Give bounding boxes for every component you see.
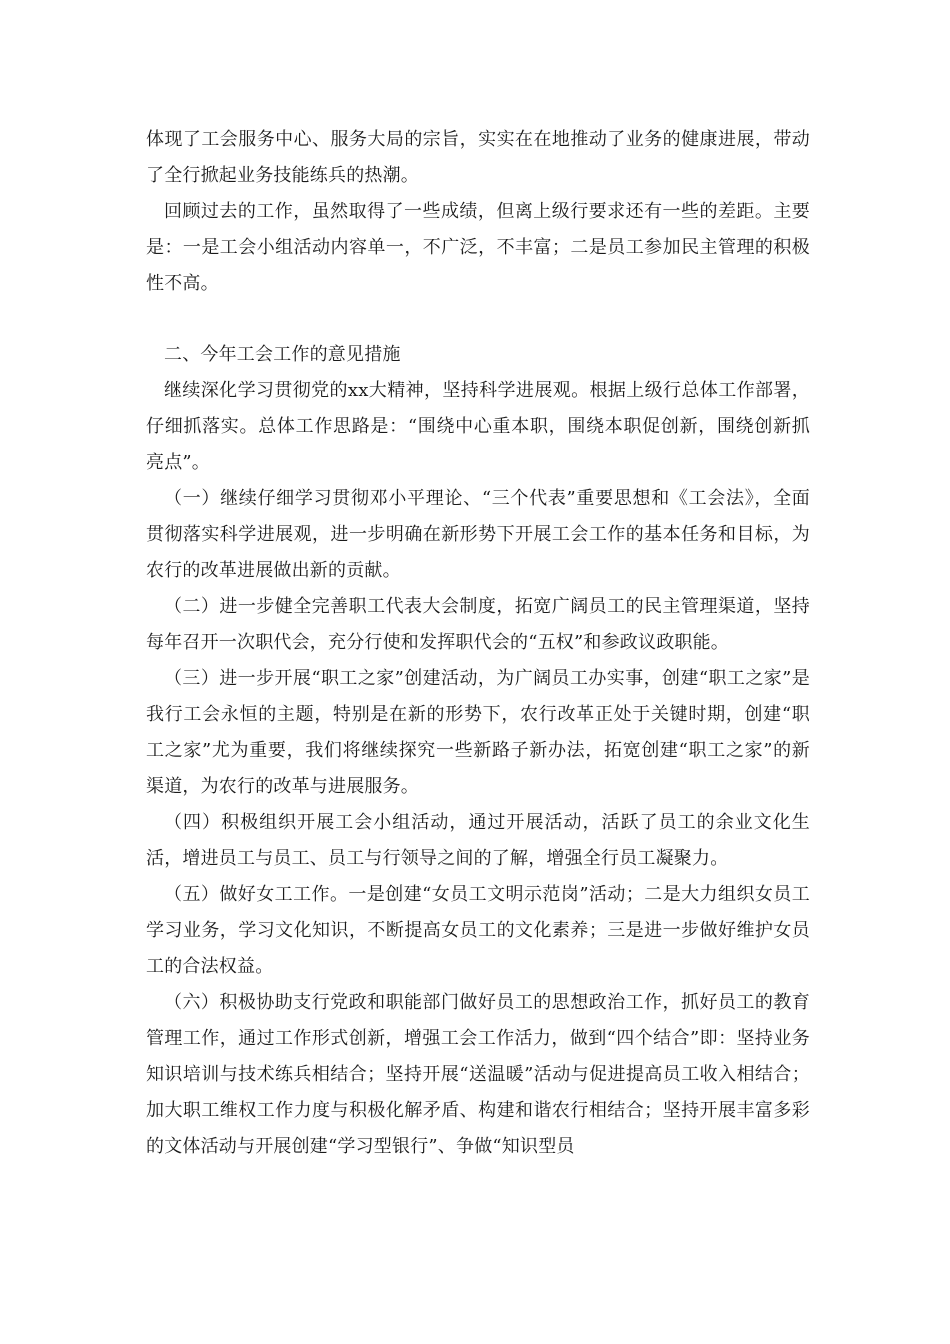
paragraph-item-4: （四）积极组织开展工会小组活动，通过开展活动，活跃了员工的余业文化生活，增进员工与员工、员工与行领导之间的了解，增强全行员工凝聚力。: [146, 812, 810, 869]
paragraph-item-6: （六）积极协助支行党政和职能部门做好员工的思想政治工作，抓好员工的教育管理工作，通过工作形式创新，增强工会工作活力，做到“四个结合”即：坚持业务知识培训与技术练兵相结合；坚持开展“送温暖”活动与促进提高员工收入相结合；加大职工维权工作力度与积极化解矛盾、构建和谐农行相结合；坚持开展丰富多彩的文体活动与开展创建“学习型银行”、争做“知识型员: [146, 992, 810, 1157]
paragraph-item-3: （三）进一步开展“职工之家”创建活动，为广阔员工办实事，创建“职工之家”是我行工会永恒的主题，特别是在新的形势下，农行改革正处于关键时期，创建“职工之家”尤为重要，我们将继续探究一些新路子新办法，拓宽创建“职工之家”的新渠道，为农行的改革与进展服务。: [146, 668, 810, 797]
paragraph-gap: [146, 302, 810, 337]
paragraph-item-2: （二）进一步健全完善职工代表大会制度，拓宽广阔员工的民主管理渠道，坚持每年召开一次职代会，充分行使和发挥职代会的“五权”和参政议政职能。: [146, 596, 810, 653]
document-body: [146, 122, 810, 1165]
paragraph-item-5: （五）做好女工工作。一是创建“女员工文明示范岗”活动；二是大力组织女员工学习业务，学习文化知识，不断提高女员工的文化素养；三是进一步做好维护女员工的合法权益。: [146, 884, 810, 977]
paragraph-item-1: （一）继续仔细学习贯彻邓小平理论、“三个代表”重要思想和《工会法》，全面贯彻落实科学进展观，进一步明确在新形势下开展工会工作的基本任务和目标，为农行的改革进展做出新的贡献。: [146, 488, 810, 581]
paragraph-intro: 继续深化学习贯彻党的xx大精神，坚持科学进展观。根据上级行总体工作部署，仔细抓落实。总体工作思路是：“围绕中心重本职，围绕本职促创新，围绕创新抓亮点”。: [146, 380, 810, 473]
paragraph-continued: 体现了工会服务中心、服务大局的宗旨，实实在在地推动了业务的健康进展，带动了全行掀起业务技能练兵的热潮。: [146, 129, 810, 186]
paragraph-review: 回顾过去的工作，虽然取得了一些成绩，但离上级行要求还有一些的差距。主要是：一是工会小组活动内容单一，不广泛，不丰富；二是员工参加民主管理的积极性不高。: [146, 201, 810, 294]
section-heading: 二、今年工会工作的意见措施: [164, 344, 401, 365]
